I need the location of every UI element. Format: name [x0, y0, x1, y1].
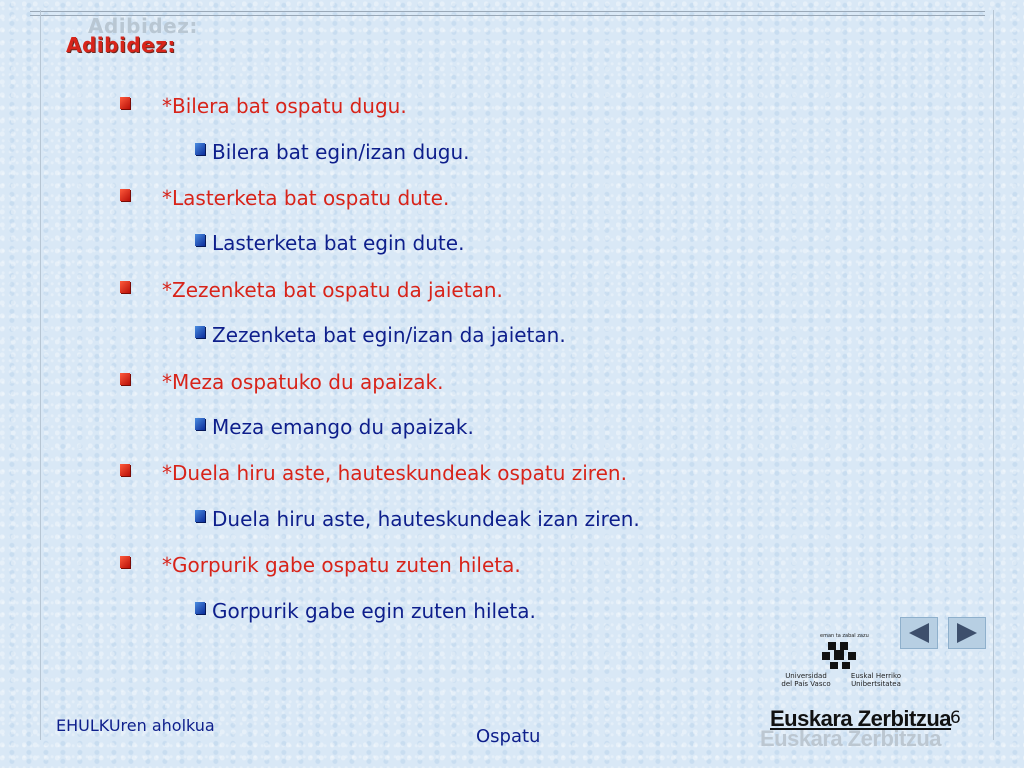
list-item: *Duela hiru aste, hauteskundeak ospatu ziren.: [162, 461, 627, 485]
footer-left-text: EHULKUren aholkua: [56, 716, 215, 735]
bullet-icon: [120, 556, 130, 568]
logo-text-eu-line1: Euskal Herriko: [850, 672, 902, 680]
list-item: Bilera bat egin/izan dugu.: [212, 140, 470, 164]
upv-ehu-logo-icon: [818, 636, 862, 670]
footer-center-text: Ospatu: [476, 726, 541, 747]
top-rule: [30, 11, 985, 12]
logo-text-eu-line2: Unibertsitatea: [851, 680, 901, 688]
bullet-icon: [195, 326, 205, 338]
title-shadow: Adibidez:: [88, 14, 198, 38]
bullet-icon: [195, 143, 205, 155]
list-item: Meza emango du apaizak.: [212, 415, 474, 439]
list-item: Duela hiru aste, hauteskundeak izan ziren.: [212, 507, 640, 531]
footer-right-text: Euskara Zerbitzua: [770, 706, 952, 731]
bullet-icon: [120, 281, 130, 293]
university-logo: [776, 633, 906, 691]
logo-motto: eman ta zabal zazu: [820, 633, 869, 639]
list-item: *Meza ospatuko du apaizak.: [162, 370, 444, 394]
bullet-icon: [120, 189, 130, 201]
bullet-icon: [195, 418, 205, 430]
footer-right-shadow: Euskara Zerbitzua: [760, 726, 942, 751]
list-item: *Bilera bat ospatu dugu.: [162, 94, 407, 118]
bullet-icon: [120, 373, 130, 385]
logo-text-es-line1: Universidad: [785, 672, 827, 680]
bullet-icon: [120, 97, 130, 109]
slide-title: Adibidez:: [66, 33, 176, 57]
left-rule: [40, 10, 41, 740]
right-rule: [993, 10, 994, 740]
page-number: 6: [950, 708, 961, 728]
logo-text-es-line2: del País Vasco: [781, 680, 831, 688]
bullet-icon: [120, 464, 130, 476]
list-item: Lasterketa bat egin dute.: [212, 231, 465, 255]
logo-text-es: [776, 672, 836, 688]
logo-text-eu: [846, 672, 906, 688]
list-item: Zezenketa bat egin/izan da jaietan.: [212, 323, 566, 347]
bullet-icon: [195, 510, 205, 522]
triangle-left-icon: [907, 622, 931, 644]
next-slide-button[interactable]: [948, 617, 986, 649]
list-item: *Zezenketa bat ospatu da jaietan.: [162, 278, 503, 302]
triangle-right-icon: [955, 622, 979, 644]
list-item: Gorpurik gabe egin zuten hileta.: [212, 599, 536, 623]
list-item: *Lasterketa bat ospatu dute.: [162, 186, 450, 210]
bullet-icon: [195, 602, 205, 614]
bullet-icon: [195, 234, 205, 246]
list-item: *Gorpurik gabe ospatu zuten hileta.: [162, 553, 521, 577]
